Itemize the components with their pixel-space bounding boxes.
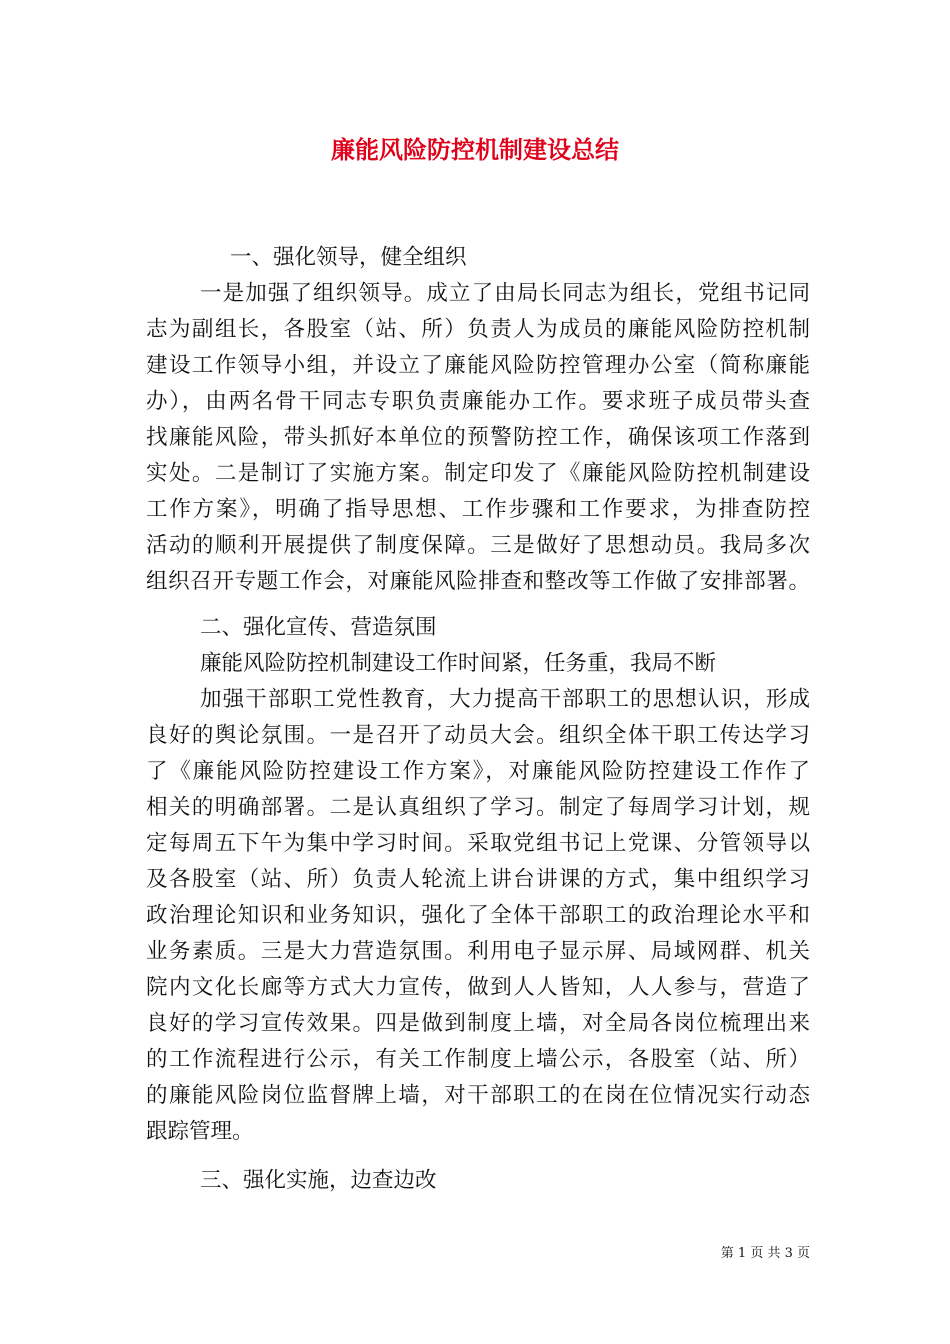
text-line: 良好的舆论氛围。一是召开了动员大会。组织全体干职工传达学习 [146, 723, 810, 748]
text-line: 活动的顺利开展提供了制度保障。三是做好了思想动员。我局多次 [146, 533, 810, 558]
section-heading-1: 一、强化领导，健全组织 [230, 245, 467, 270]
document-title: 廉能风险防控机制建设总结 [331, 136, 619, 164]
section-heading-3: 三、强化实施，边查边改 [200, 1168, 437, 1193]
page-number: 第 1 页 共 3 页 [720, 1246, 810, 1261]
text-line: 相关的明确部署。二是认真组织了学习。制定了每周学习计划，规 [146, 795, 810, 820]
text-line: 志为副组长，各股室（站、所）负责人为成员的廉能风险防控机制 [146, 317, 810, 342]
text-line: 业务素质。三是大力营造氛围。利用电子显示屏、局域网群、机关 [146, 939, 810, 964]
text-line: 建设工作领导小组，并设立了廉能风险防控管理办公室（简称廉能 [146, 353, 810, 378]
text-line: 的工作流程进行公示，有关工作制度上墙公示，各股室（站、所） [146, 1047, 810, 1072]
text-line: 实处。二是制订了实施方案。制定印发了《廉能风险防控机制建设 [146, 461, 810, 486]
text-line: 定每周五下午为集中学习时间。采取党组书记上党课、分管领导以 [146, 831, 810, 856]
section-heading-2: 二、强化宣传、营造氛围 [200, 615, 437, 640]
text-line: 组织召开专题工作会，对廉能风险排查和整改等工作做了安排部署。 [146, 569, 810, 594]
text-line: 跟踪管理。 [146, 1119, 254, 1144]
text-line: 及各股室（站、所）负责人轮流上讲台讲课的方式，集中组织学习 [146, 867, 810, 892]
text-line: 政治理论知识和业务知识，强化了全体干部职工的政治理论水平和 [146, 903, 810, 928]
text-line: 办），由两名骨干同志专职负责廉能办工作。要求班子成员带头查 [146, 389, 810, 414]
text-line: 院内文化长廊等方式大力宣传，做到人人皆知，人人参与，营造了 [146, 975, 810, 1000]
text-line: 工作方案》，明确了指导思想、工作步骤和工作要求，为排查防控 [146, 497, 810, 522]
text-line: 廉能风险防控机制建设工作时间紧，任务重，我局不断 [200, 651, 717, 676]
text-line: 的廉能风险岗位监督牌上墙，对干部职工的在岗在位情况实行动态 [146, 1083, 810, 1108]
text-line: 良好的学习宣传效果。四是做到制度上墙，对全局各岗位梳理出来 [146, 1011, 810, 1036]
text-line: 找廉能风险，带头抓好本单位的预警防控工作，确保该项工作落到 [146, 425, 810, 450]
text-line: 加强干部职工党性教育，大力提高干部职工的思想认识，形成 [200, 687, 810, 712]
text-line: 了《廉能风险防控建设工作方案》，对廉能风险防控建设工作作了 [146, 759, 810, 784]
text-line: 一是加强了组织领导。成立了由局长同志为组长，党组书记同 [200, 281, 810, 306]
